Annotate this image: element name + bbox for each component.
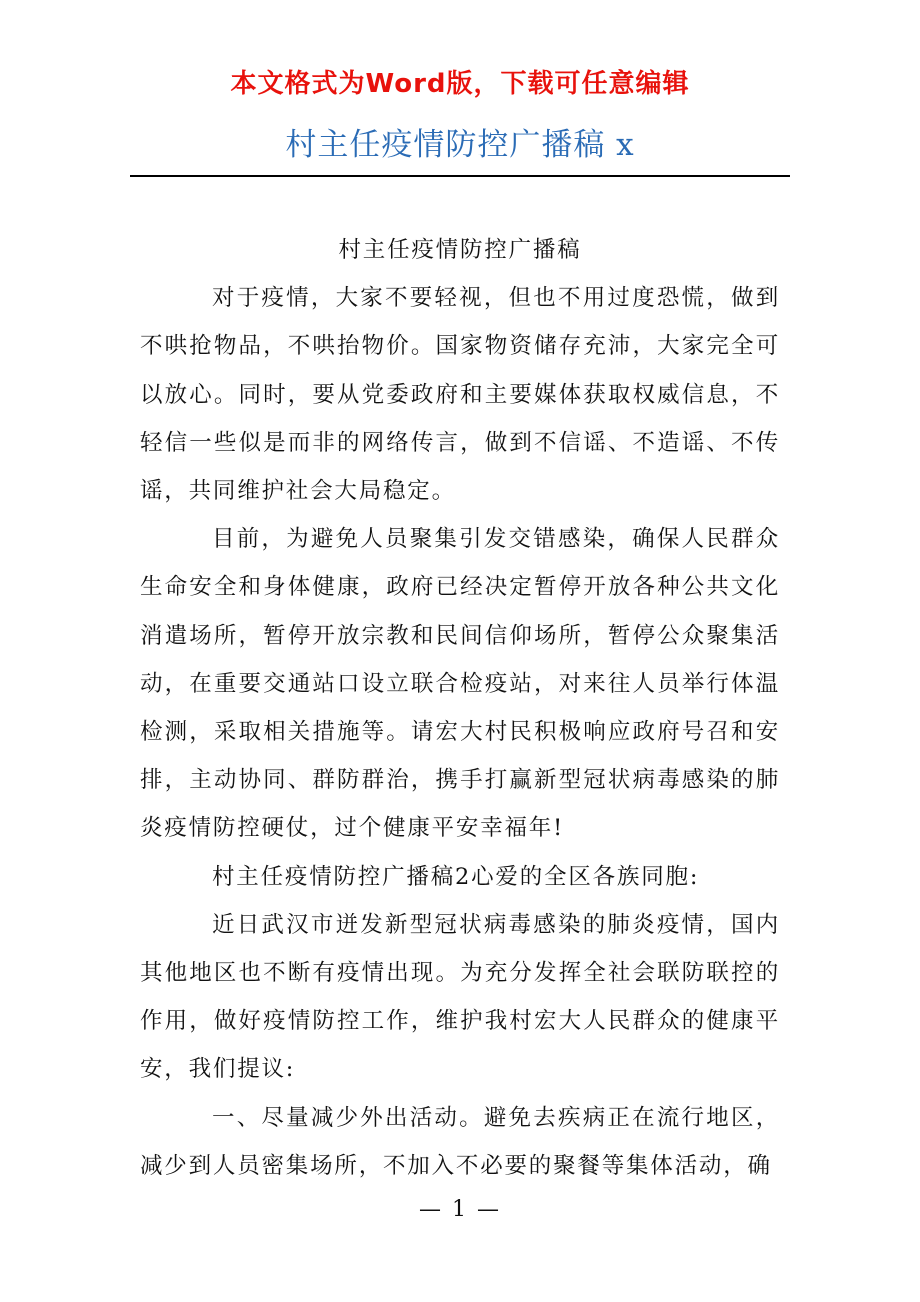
section-heading: 村主任疫情防控广播稿 <box>338 237 582 263</box>
document-body <box>140 226 780 1190</box>
page-number: — 1 — <box>419 1197 501 1222</box>
format-notice-banner: 本文格式为Word版，下载可任意编辑 <box>230 69 690 99</box>
title-divider <box>130 175 790 177</box>
paragraph: 村主任疫情防控广播稿2心爱的全区各族同胞: <box>212 863 700 890</box>
paragraph: 近日武汉市迸发新型冠状病毒感染的肺炎疫情，国内其他地区也不断有疫情出现。为充分发挥全社会联防联控的作用，做好疫情防控工作，维护我村宏大人民群众的健康平安，我们提议: <box>140 911 780 1083</box>
paragraph: 目前，为避免人员聚集引发交错感染，确保人民群众生命安全和身体健康，政府已经决定暂停开放各种公共文化消遣场所，暂停开放宗教和民间信仰场所，暂停公众聚集活动，在重要交通站口设立联合检疫站，对来往人员举行体温检测，采取相关措施等。请宏大村民积极响应政府号召和安排，主动协同、群防群治，携手打赢新型冠状病毒感染的肺炎疫情防控硬仗，过个健康平安幸福年! <box>140 526 780 842</box>
document-title: 村主任疫情防控广播稿 x <box>285 127 635 163</box>
paragraph: 对于疫情，大家不要轻视，但也不用过度恐慌，做到不哄抢物品，不哄抬物价。国家物资储存充沛，大家完全可以放心。同时，要从党委政府和主要媒体获取权威信息，不轻信一些似是而非的网络传言，做到不信谣、不造谣、不传谣，共同维护社会大局稳定。 <box>140 285 780 505</box>
paragraph: 一、尽量减少外出活动。避免去疾病正在流行地区，减少到人员密集场所，不加入不必要的聚餐等集体活动，确 <box>140 1104 780 1179</box>
